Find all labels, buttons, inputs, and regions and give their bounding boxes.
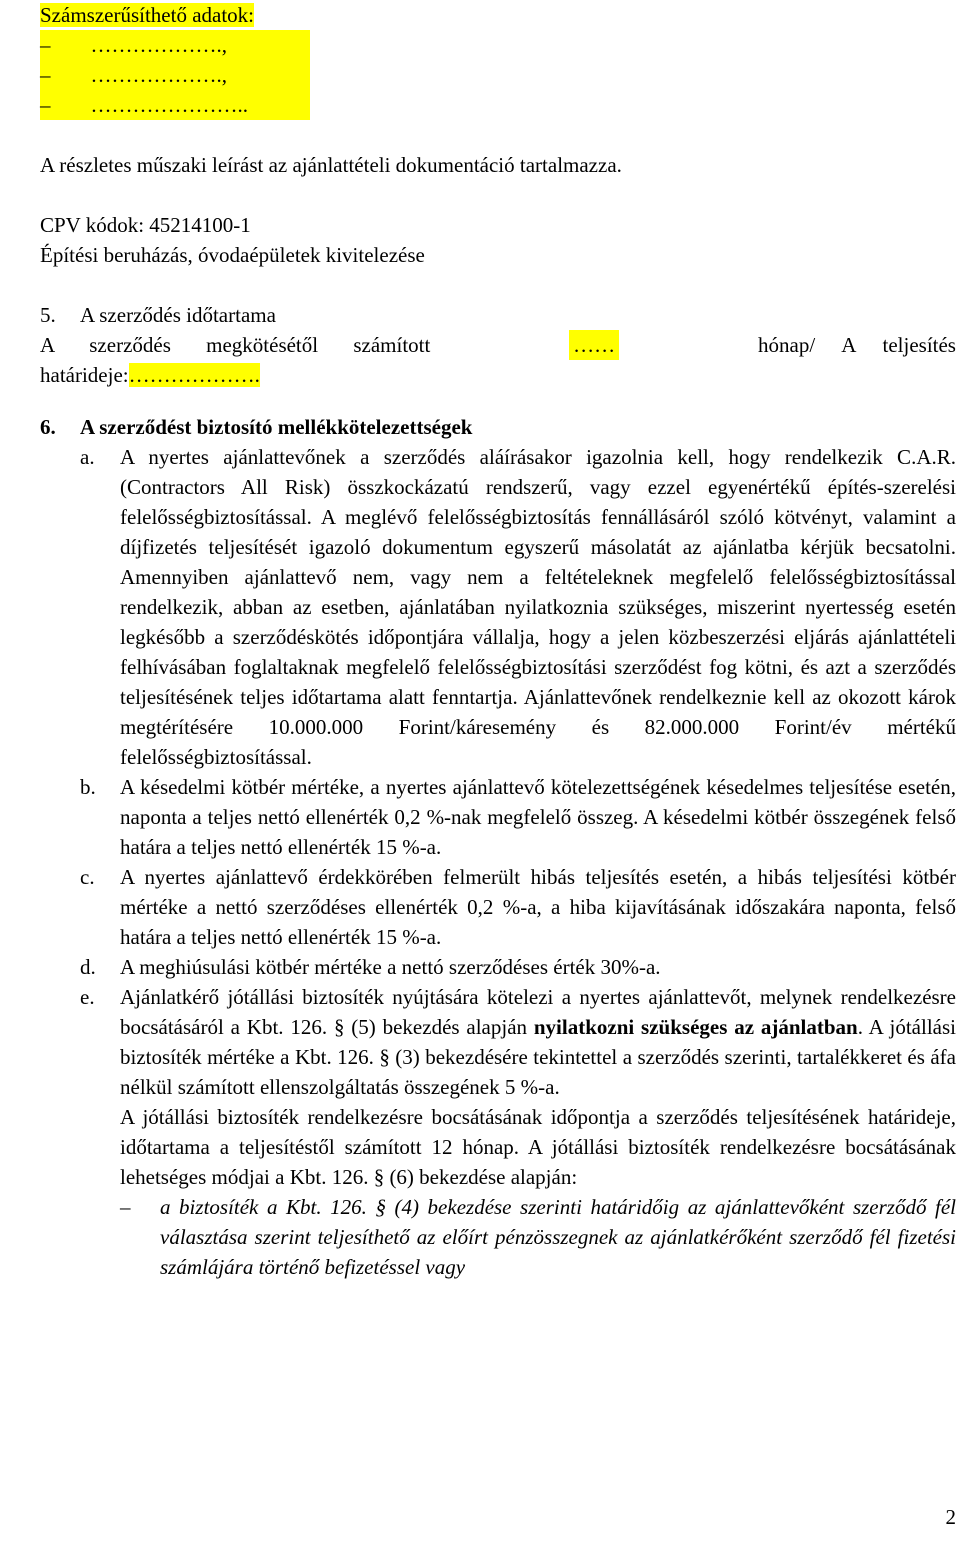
item-text: A jótállási biztosíték rendelkezésre bocsátásának időpontja a szerződés teljesítésének határideje, időtartama a teljesítéstől számított 12 hónap. A jótállási biztosíték rendelkezésre bocsátásának lehetséges módjai a Kbt. 126. § (6) bekezdése alapján:: [120, 1105, 956, 1189]
section-title: A szerződés időtartama: [80, 303, 276, 327]
section-5-heading: [40, 300, 956, 330]
item-text-bold: nyilatkozni szükséges az ajánlatban: [533, 1015, 858, 1039]
deadline-label: határideje:: [40, 363, 129, 387]
dash-item-text: a biztosíték a Kbt. 126. § (4) bekezdése szerinti határidőig az ajánlattevőként szerződő fél választása szerint teljesíthető az előírt pénzösszegnek az ajánlatkérőként szerződő fél fizetési számlájára történő befizetéssel vagy: [160, 1195, 956, 1279]
quantity-item: [40, 90, 956, 120]
item-text: . A jótállási biztosíték mértéke a Kbt. 126. § (3) bekezdésére tekintettel a szerződés szerinti, tartalékkeret és áfa nélkül számított ellenszolgáltatás összegének 5 %-a.: [120, 1015, 956, 1099]
months-placeholder: ……: [569, 330, 619, 360]
quantifiable-data-heading: [40, 0, 956, 30]
item-marker: a.: [80, 445, 95, 469]
dash-marker: –: [40, 93, 51, 117]
item-text: A nyertes ajánlattevőnek a szerződés aláírásakor igazolnia kell, hogy rendelkezik C.A.R. (Contractors All Risk) összkockázatú rendszerű, vagy ezzel egyenértékű építés-szerelési felelősségbiztosítással. A meglévő felelősségbiztosítás fennállásáról szóló kötvényt, valamint a díjfizetés teljesítését igazoló dokumentum egyszerű másolatát az ajánlatba kérjük becsatolni. Amennyiben ajánlattevő nem, vagy nem a feltételeknek megfelelő felelősségbiztosítással rendelkezik, abban az esetben, ajánlatában nyilatkoznia szükséges, miszerint nyertesség esetén legkésőbb a szerződéskötés időpontjára vállalja, hogy a jelen közbeszerzési eljárás ajánlattételi felhívásában foglaltaknak megfelelő felelősségbiztosítási szerződést fog kötni, és azt a szerződés teljesítésének teljes időtartama alatt fenntartja. Ajánlattevőnek rendelkeznie kell az okozott károk megtérítésére 10.000.000 Forint/káresemény és 82.000.000 Forint/év mértékű felelősségbiztosítással.: [120, 445, 956, 769]
item-marker: d.: [80, 955, 96, 979]
placeholder-dots: …………………..: [90, 93, 248, 117]
item-marker: b.: [80, 775, 96, 799]
document-page: [40, 0, 956, 1282]
item-text: A meghiúsulási kötbér mértéke a nettó szerződéses érték 30%-a.: [120, 955, 661, 979]
dash-marker: –: [40, 33, 51, 57]
quantity-item: [40, 30, 956, 60]
cpv-description: Építési beruházás, óvodaépületek kivitelezése: [40, 243, 425, 267]
deadline-placeholder: ……………….: [128, 363, 260, 387]
dash-marker: –: [40, 63, 51, 87]
list-item-d: [40, 952, 956, 982]
placeholder-dots: ……………….,: [90, 63, 227, 87]
technical-description: A részletes műszaki leírást az ajánlattételi dokumentáció tartalmazza.: [40, 153, 622, 177]
section-6-heading: [40, 412, 956, 442]
list-item-b: [40, 772, 956, 862]
item-text: A késedelmi kötbér mértéke, a nyertes ajánlattevő kötelezettségének késedelmes teljesítése esetén, naponta a teljes nettó ellenérték 0,2 %-nak megfelelő összeg. A késedelmi kötbér összegének felső határa a teljes nettó ellenérték 15 %-a.: [120, 775, 956, 859]
section-title: A szerződést biztosító mellékkötelezettségek: [80, 415, 473, 439]
list-item-e-para2: [40, 1102, 956, 1192]
quantity-item: [40, 60, 956, 90]
duration-text-end: hónap/ A teljesítés: [758, 333, 956, 357]
placeholder-dots: ……………….,: [90, 33, 227, 57]
duration-line: [40, 330, 956, 360]
item-text: Ajánlatkérő jótállási biztosíték nyújtására kötelezi a nyertes ajánlattevőt, melynek rendelkezésre bocsátásáról a Kbt. 126. § (5) bekezdés alapján: [120, 985, 956, 1039]
heading-text: Számszerűsíthető adatok:: [40, 3, 255, 27]
duration-text: A szerződés megkötésétől számított: [40, 333, 431, 357]
dash-item: [40, 1192, 956, 1282]
item-marker: e.: [80, 985, 95, 1009]
cpv-codes: CPV kódok: 45214100-1: [40, 213, 251, 237]
dash-marker: –: [120, 1195, 131, 1219]
section-number: 6.: [40, 415, 56, 439]
item-marker: c.: [80, 865, 95, 889]
item-text: A nyertes ajánlattevő érdekkörében felmerült hibás teljesítés esetén, a hibás teljesítési kötbér mértéke a nettó szerződéses ellenérték 0,2 %-a, a hiba kijavításának időszakára naponta, felső határa a teljes nettó ellenérték 15 %-a.: [120, 865, 956, 949]
highlight-bar: [40, 90, 310, 120]
list-item-c: [40, 862, 956, 952]
list-item-e: [40, 982, 956, 1102]
deadline-line: [40, 360, 956, 390]
section-number: 5.: [40, 303, 56, 327]
highlight-bar: [40, 60, 310, 90]
highlight-bar: [40, 30, 310, 60]
page-number: 2: [945, 1505, 956, 1529]
list-item-a: [40, 442, 956, 772]
